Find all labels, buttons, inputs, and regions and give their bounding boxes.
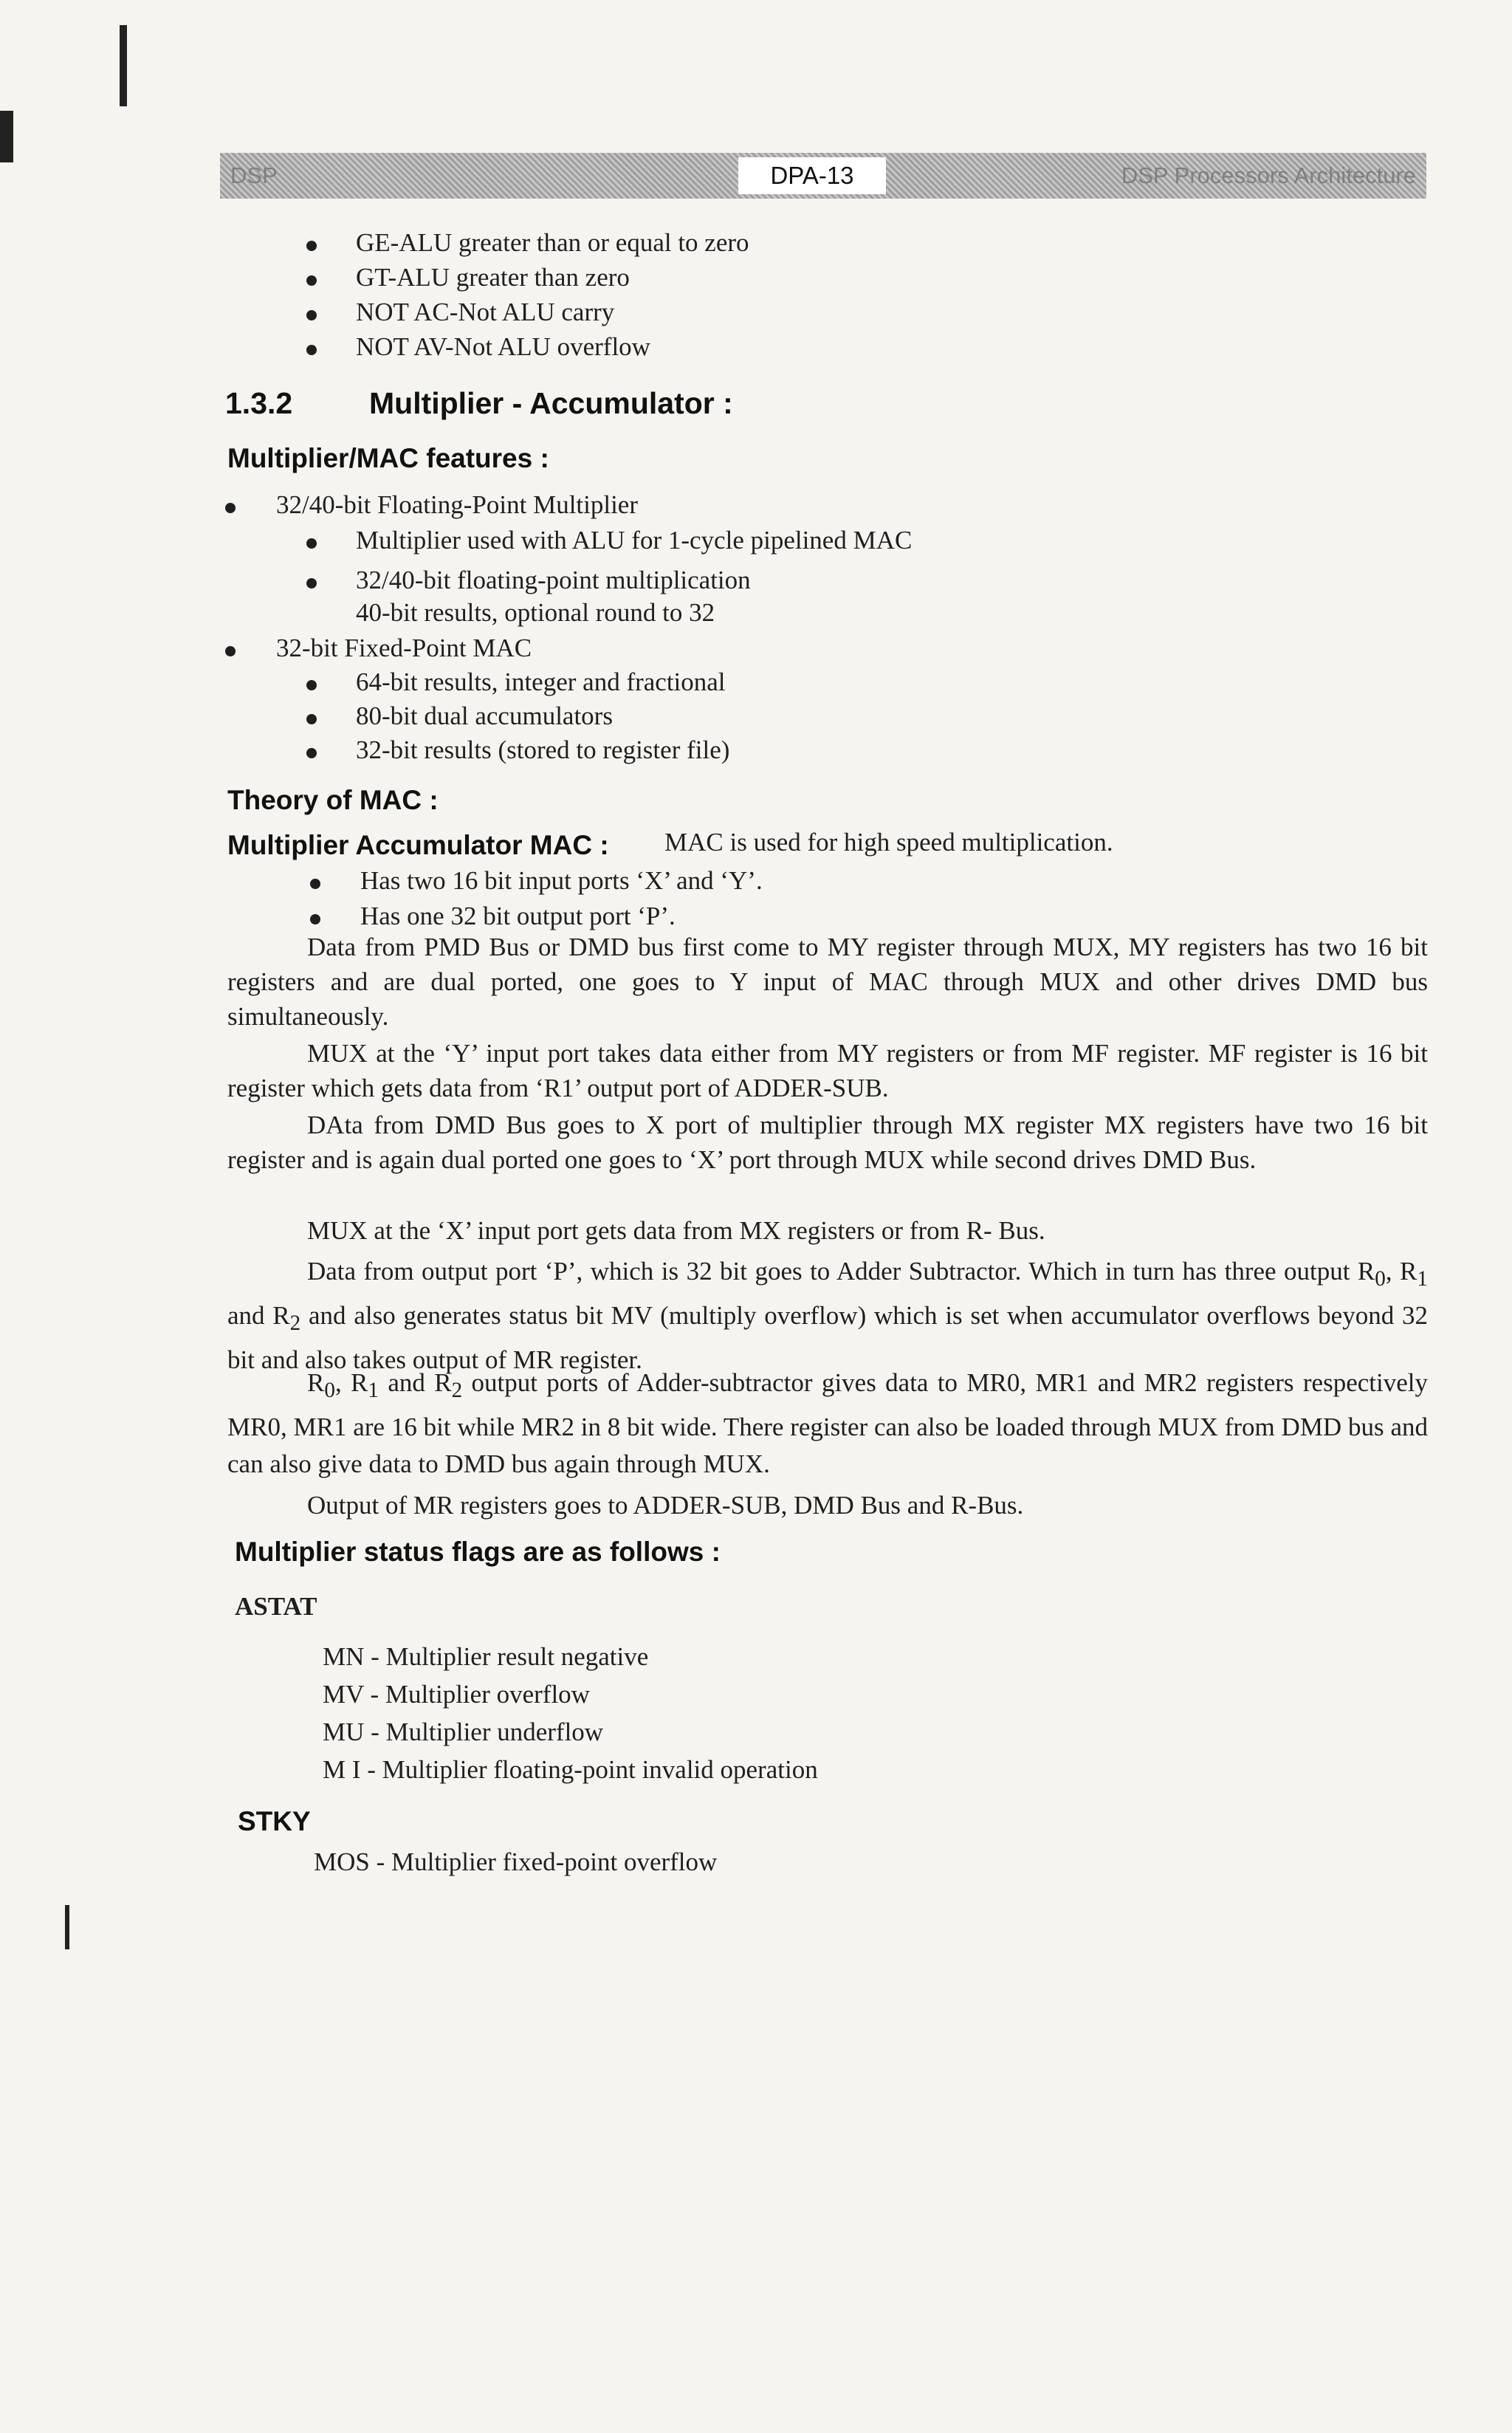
subscript: 1 xyxy=(1417,1267,1428,1291)
paragraph-text: DAta from DMD Bus goes to X port of multiplier through MX register MX registers have two 16 bit register and is again dual ported one goes to ‘X’ port through MUX while second drives DMD Bus. xyxy=(227,1111,1428,1174)
scan-edge-mark-bottom xyxy=(65,1905,69,1949)
scan-edge-mark-left xyxy=(0,111,13,162)
alu-flag-item: GE-ALU greater than or equal to zero xyxy=(356,228,749,257)
paragraph-text: MUX at the ‘X’ input port gets data from MX registers or from R- Bus. xyxy=(307,1216,1045,1245)
paragraph-text: Data from output port ‘P’, which is 32 bit goes to Adder Subtractor. Which in turn has three output R xyxy=(307,1257,1375,1286)
alu-flag-item: NOT AV-Not ALU overflow xyxy=(356,332,650,361)
feature-item: 80-bit dual accumulators xyxy=(356,701,613,730)
bullet-icon xyxy=(225,503,236,513)
subscript: 2 xyxy=(289,1311,301,1335)
port-item: Has two 16 bit input ports ‘X’ and ‘Y’. xyxy=(360,866,763,895)
feature-item: 32-bit results (stored to register file) xyxy=(356,735,730,764)
theory-heading: Theory of MAC : xyxy=(227,785,439,815)
paragraph-text: Data from PMD Bus or DMD bus first come to MY register through MUX, MY registers has two 16 bit registers and are dual ported, one goes to Y input of MAC through MUX and other drives DMD bus simultaneously. xyxy=(227,933,1428,1031)
paragraph-text: and R xyxy=(227,1301,290,1330)
stky-item: MOS - Multiplier fixed-point overflow xyxy=(314,1847,718,1876)
paragraph-text: , R xyxy=(334,1368,368,1397)
feature-group-title: 32-bit Fixed-Point MAC xyxy=(276,634,532,662)
header-right-label: DSP Processors Architecture xyxy=(1121,162,1416,188)
subscript: 2 xyxy=(451,1379,463,1402)
bullet-icon xyxy=(225,646,236,656)
section-number: 1.3.2 xyxy=(225,386,293,420)
astat-label: ASTAT xyxy=(235,1592,317,1621)
bullet-icon xyxy=(306,714,317,724)
scan-edge-mark-top xyxy=(120,25,127,106)
section-title: Multiplier - Accumulator : xyxy=(369,386,733,420)
paragraph-text: and also generates status bit MV (multiply overflow) which is set when accumulator overflows beyond 32 bit and also takes output of MR register. xyxy=(227,1301,1428,1374)
feature-item-continuation: 40-bit results, optional round to 32 xyxy=(356,598,715,627)
bullet-icon xyxy=(306,538,317,549)
bullet-icon xyxy=(306,578,317,588)
paragraph-text: R xyxy=(307,1368,325,1397)
feature-item: Multiplier used with ALU for 1-cycle pipelined MAC xyxy=(356,526,913,555)
paragraph-text: Output of MR registers goes to ADDER-SUB, DMD Bus and R-Bus. xyxy=(307,1491,1024,1520)
bullet-icon xyxy=(306,345,317,355)
paragraph xyxy=(227,1488,1428,1523)
paragraph xyxy=(227,1108,1428,1177)
paragraph-text: output ports of Adder-subtractor gives data to MR0, MR1 and MR2 registers respectively MR0, MR1 are 16 bit while MR2 in 8 bit wide. There register can also be loaded through MUX from DMD bus and can also give data to DMD bus again through MUX. xyxy=(227,1368,1428,1478)
subscript: 0 xyxy=(324,1379,335,1402)
status-heading: Multiplier status flags are as follows : xyxy=(235,1537,721,1567)
header-left-label: DSP xyxy=(230,162,278,188)
features-heading: Multiplier/MAC features : xyxy=(227,443,549,473)
feature-item: 64-bit results, integer and fractional xyxy=(356,668,726,696)
bullet-icon xyxy=(306,748,317,758)
feature-group-title: 32/40-bit Floating-Point Multiplier xyxy=(276,490,638,519)
port-item: Has one 32 bit output port ‘P’. xyxy=(360,902,676,930)
stky-label: STKY xyxy=(238,1806,311,1836)
theory-lead-text: MAC is used for high speed multiplication. xyxy=(664,828,1113,857)
bullet-icon xyxy=(310,914,320,924)
astat-item: MU - Multiplier underflow xyxy=(323,1717,604,1746)
alu-flag-item: GT-ALU greater than zero xyxy=(356,263,630,292)
paragraph-text: and R xyxy=(378,1368,452,1397)
theory-lead-label: Multiplier Accumulator MAC : xyxy=(227,830,609,860)
bullet-icon xyxy=(310,879,320,889)
page-number: DPA-13 xyxy=(738,157,886,194)
subscript: 1 xyxy=(368,1379,379,1402)
bullet-icon xyxy=(306,680,317,690)
paragraph xyxy=(227,1253,1428,1379)
paragraph xyxy=(227,930,1428,1034)
paragraph xyxy=(227,1036,1428,1105)
alu-flag-item: NOT AC-Not ALU carry xyxy=(356,298,615,326)
paragraph-text: MUX at the ‘Y’ input port takes data either from MY registers or from MF register. MF register is 16 bit register which gets data from ‘R1’ output port of ADDER-SUB. xyxy=(227,1039,1428,1102)
paragraph xyxy=(227,1365,1428,1483)
astat-item: MV - Multiplier overflow xyxy=(323,1680,590,1709)
astat-item: MN - Multiplier result negative xyxy=(323,1642,649,1671)
paragraph-text: , R xyxy=(1385,1257,1418,1286)
subscript: 0 xyxy=(1375,1267,1386,1291)
feature-item: 32/40-bit floating-point multiplication xyxy=(356,566,751,594)
bullet-icon xyxy=(306,310,317,320)
paragraph xyxy=(227,1213,1428,1248)
bullet-icon xyxy=(306,275,317,286)
astat-item: M I - Multiplier floating-point invalid operation xyxy=(323,1755,818,1784)
bullet-icon xyxy=(306,241,317,251)
